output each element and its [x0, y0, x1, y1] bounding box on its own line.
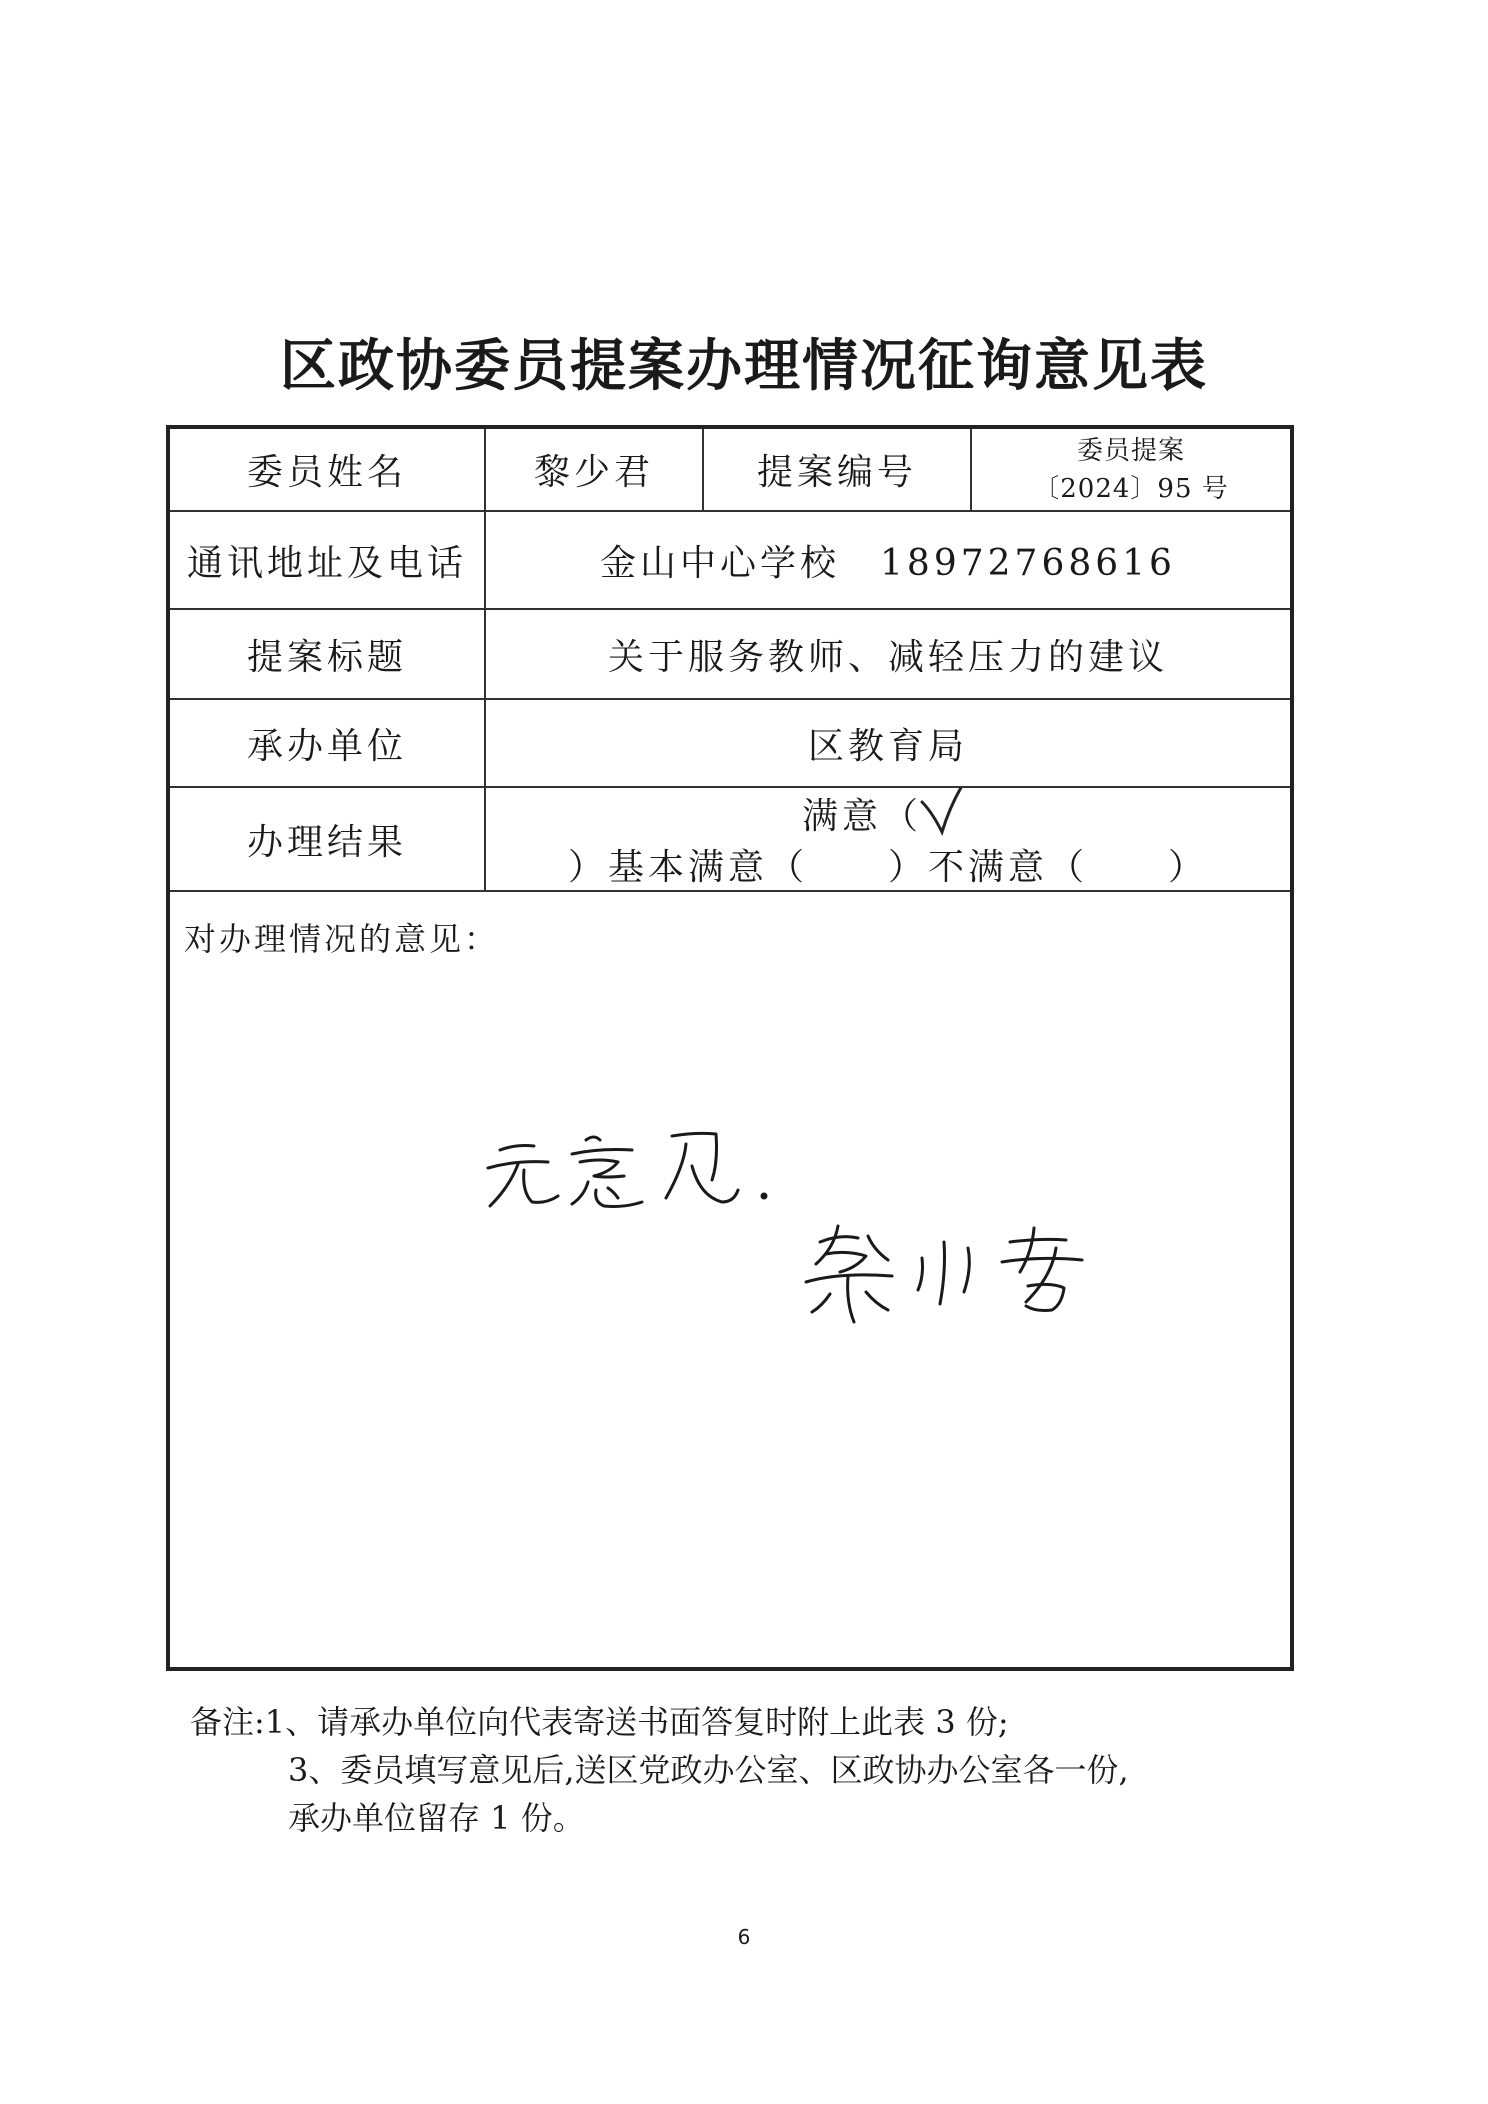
row-member — [168, 427, 1292, 511]
proposal-number-line2: 〔2024〕95 号 — [1033, 473, 1229, 504]
form-title: 区政协委员提案办理情况征询意见表 — [280, 334, 1208, 399]
note-line-2: 3、委员填写意见后,送区党政办公室、区政协办公室各一份, — [288, 1751, 1129, 1789]
row-contact — [168, 511, 1292, 609]
checkmark-icon — [922, 798, 974, 828]
result-satisfied-option: 满意（ — [801, 796, 922, 837]
contact-value: 金山中心学校 18972768616 — [485, 511, 1292, 609]
opinion-cell — [168, 891, 1292, 1669]
handwritten-opinion — [476, 1110, 816, 1220]
proposal-number-line1: 委员提案 — [1076, 435, 1185, 466]
subject-value: 关于服务教师、减轻压力的建议 — [485, 609, 1292, 699]
row-unit — [168, 699, 1292, 787]
proposal-form-table — [166, 425, 1294, 1671]
result-label: 办理结果 — [168, 787, 485, 891]
result-other-options: ）基本满意（ ）不满意（ ） — [567, 847, 1208, 888]
unit-value: 区教育局 — [485, 699, 1292, 787]
row-opinion — [168, 891, 1292, 1669]
proposal-number-value — [971, 427, 1292, 511]
note-line-1: 备注:1、请承办单位向代表寄送书面答复时附上此表 3 份; — [190, 1703, 1009, 1741]
member-name-value: 黎少君 — [485, 427, 703, 511]
row-subject — [168, 609, 1292, 699]
unit-label: 承办单位 — [168, 699, 485, 787]
page-number: 6 — [737, 1925, 751, 1949]
subject-label: 提案标题 — [168, 609, 485, 699]
contact-label: 通讯地址及电话 — [168, 511, 485, 609]
member-signature — [796, 1212, 1126, 1332]
opinion-label: 对办理情况的意见： — [184, 920, 500, 958]
proposal-number-label: 提案编号 — [703, 427, 971, 511]
footnotes — [190, 1698, 1330, 1842]
member-name-label: 委员姓名 — [168, 427, 485, 511]
result-options — [485, 787, 1292, 891]
row-result — [168, 787, 1292, 891]
note-line-3: 承办单位留存 1 份。 — [288, 1799, 585, 1837]
